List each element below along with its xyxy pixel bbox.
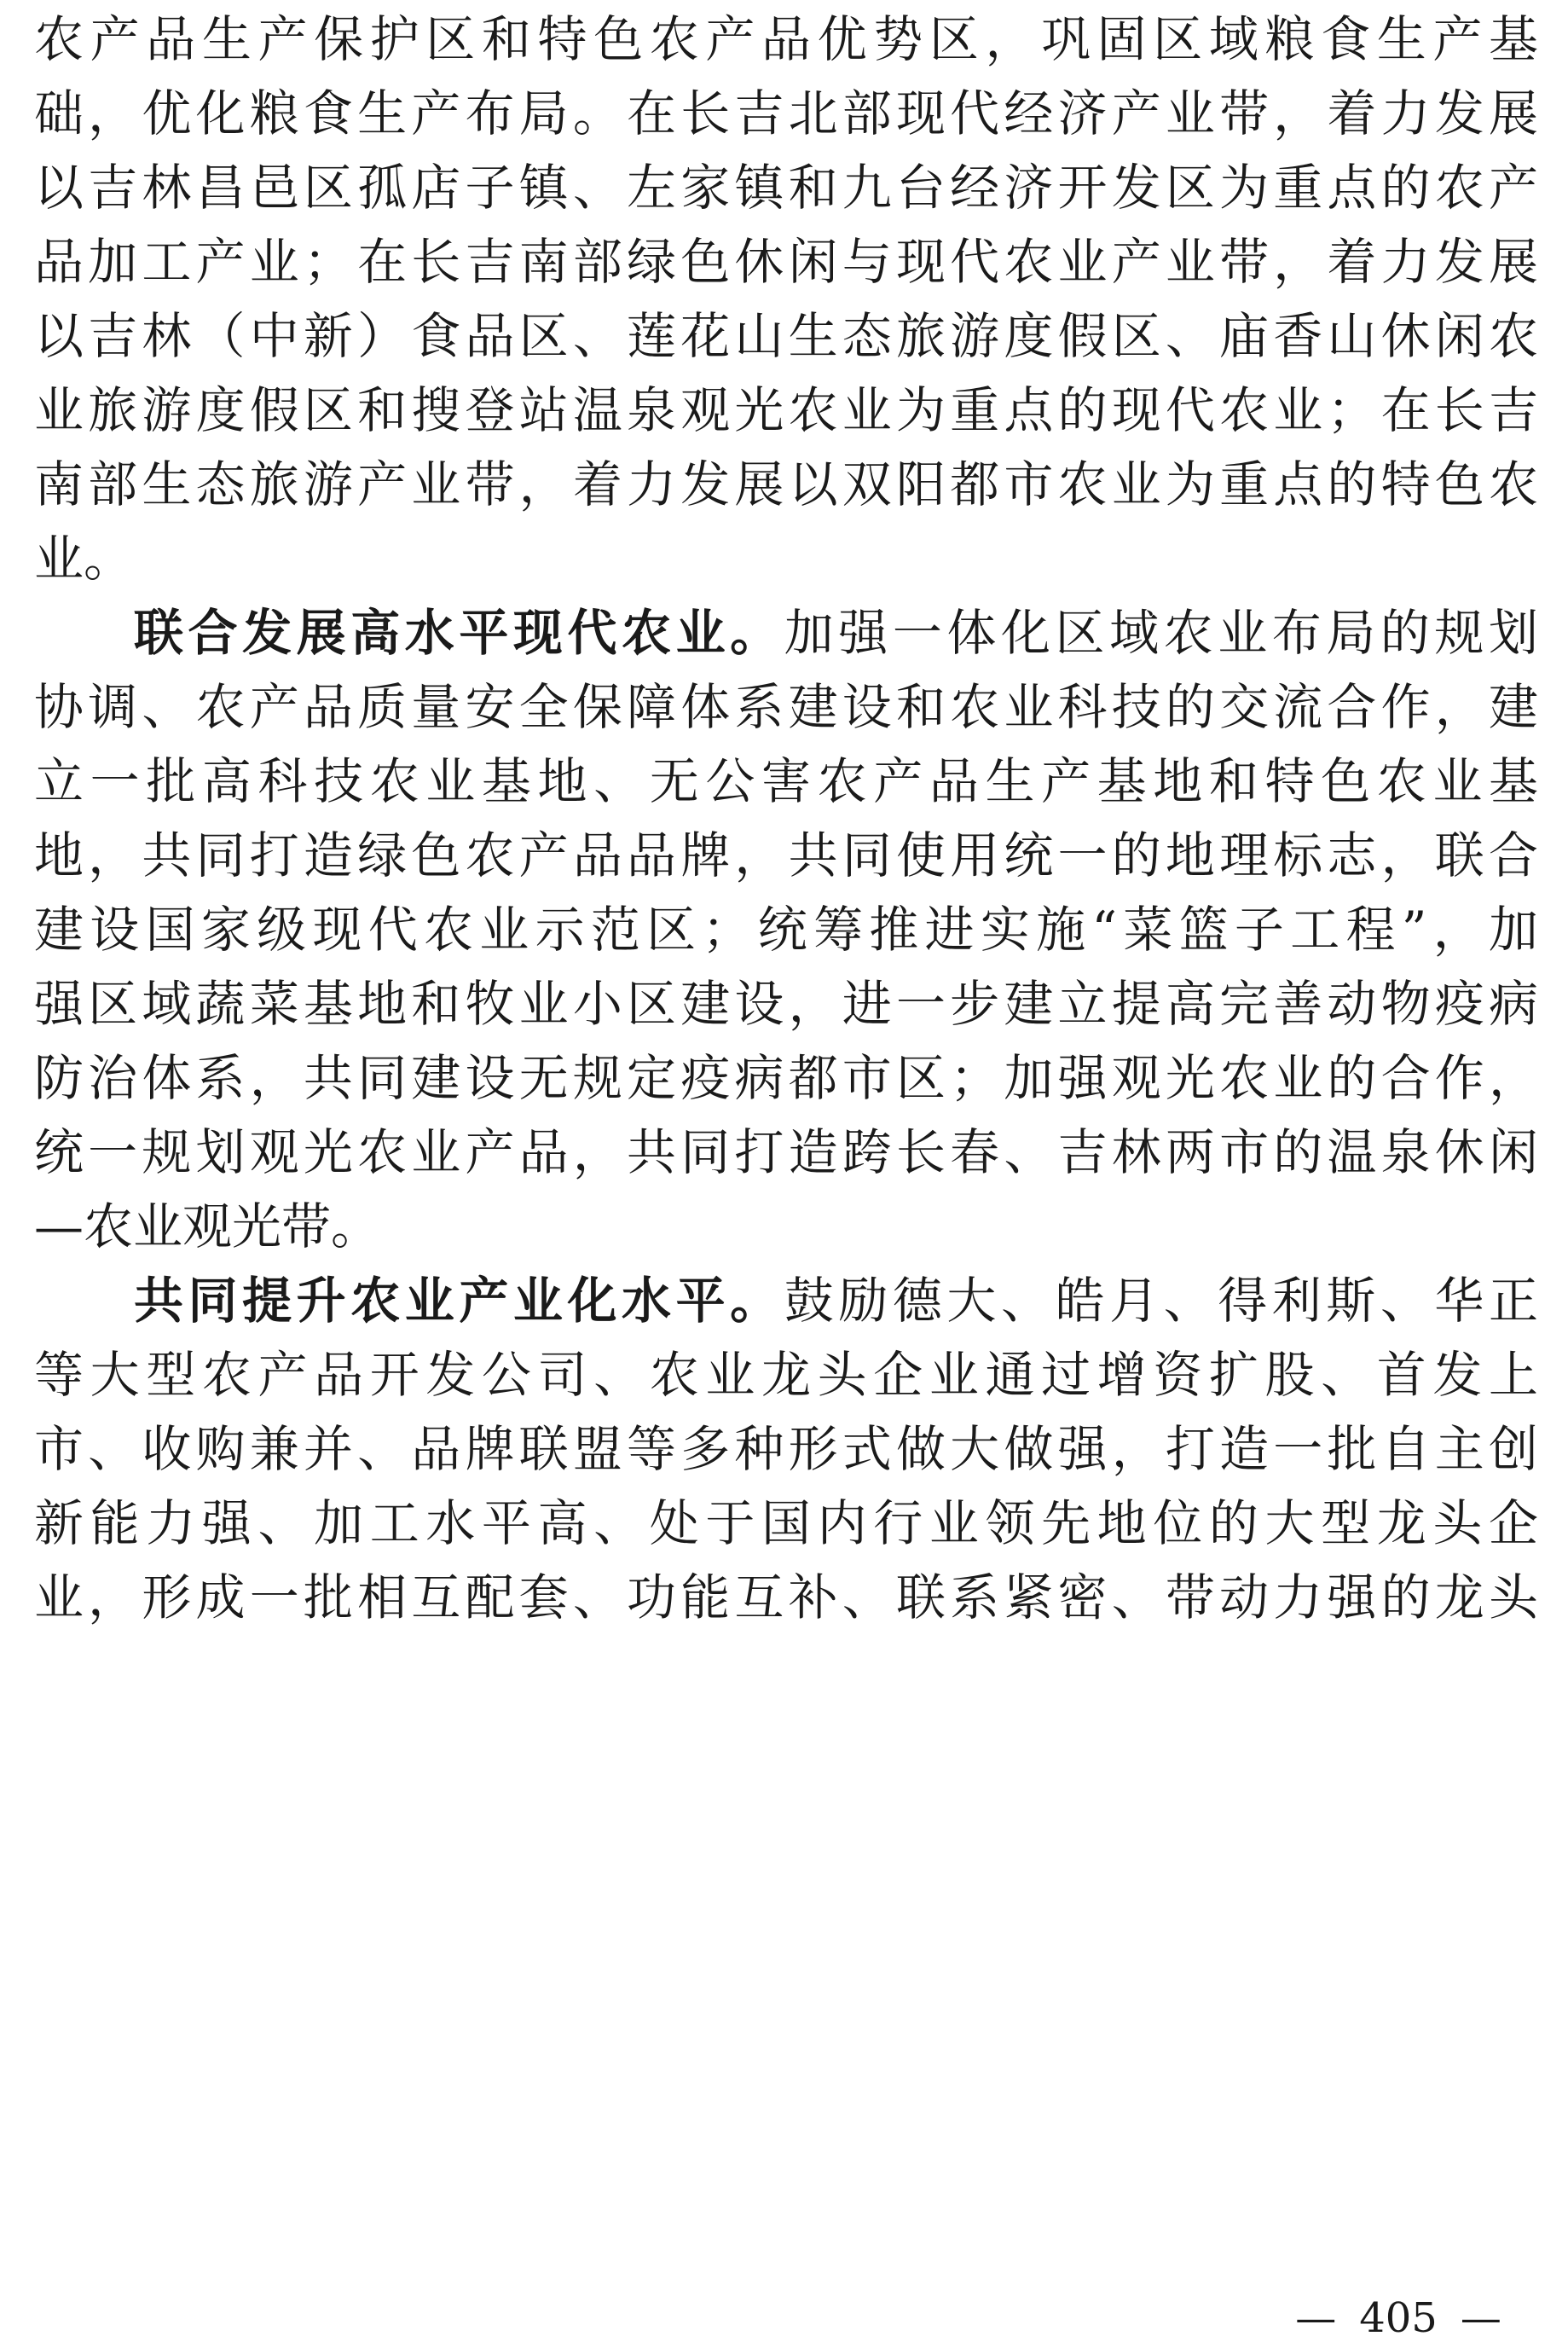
paragraph-3-line-3: 市、收购兼并、品牌联盟等多种形式做大做强，打造一批自主创 <box>34 1420 1538 1478</box>
footer-dash-left: — <box>1295 2294 1337 2342</box>
footer-dash-right: — <box>1460 2294 1501 2342</box>
paragraph-2-heading: 联合发展高水平现代农业。 <box>134 604 784 662</box>
paragraph-1-line-3: 以吉林昌邑区孤店子镇、左家镇和九台经济开发区为重点的农产 <box>34 159 1538 217</box>
paragraph-2-line-3: 立一批高科技农业基地、无公害农产品生产基地和特色农业基 <box>34 752 1538 810</box>
paragraph-1-line-2: 础，优化粮食生产布局。在长吉北部现代经济产业带，着力发展 <box>34 84 1538 142</box>
paragraph-1-line-4: 品加工产业；在长吉南部绿色休闲与现代农业产业带，着力发展 <box>34 233 1538 291</box>
paragraph-3-line-2: 等大型农产品开发公司、农业龙头企业通过增资扩股、首发上 <box>34 1346 1538 1404</box>
paragraph-2-line-7: 防治体系，共同建设无规定疫病都市区；加强观光农业的合作， <box>34 1049 1538 1107</box>
paragraph-1-line-5: 以吉林（中新）食品区、莲花山生态旅游度假区、庙香山休闲农 <box>34 307 1538 365</box>
paragraph-3-line-4: 新能力强、加工水平高、处于国内行业领先地位的大型龙头企 <box>34 1494 1538 1552</box>
paragraph-1-line-7: 南部生态旅游产业带，着力发展以双阳都市农业为重点的特色农 <box>34 455 1538 513</box>
paragraph-2-line-1: 加强一体化区域农业布局的规划 <box>784 604 1538 662</box>
paragraph-1-line-1: 农产品生产保护区和特色农产品优势区，巩固区域粮食生产基 <box>34 10 1538 68</box>
page-number-footer <box>1270 2296 1526 2340</box>
paragraph-3-line-1: 鼓励德大、皓月、得利斯、华正 <box>784 1272 1538 1330</box>
paragraph-2-line-9: —农业观光带。 <box>34 1197 381 1255</box>
paragraph-2-line-4: 地，共同打造绿色农产品品牌，共同使用统一的地理标志，联合 <box>34 826 1538 884</box>
paragraph-1-line-8: 业。 <box>34 530 134 588</box>
paragraph-2-line-8: 统一规划观光农业产品，共同打造跨长春、吉林两市的温泉休闲 <box>34 1123 1538 1181</box>
paragraph-3-heading: 共同提升农业产业化水平。 <box>134 1272 784 1330</box>
paragraph-2-line-2: 协调、农产品质量安全保障体系建设和农业科技的交流合作，建 <box>34 678 1538 736</box>
paragraph-3-line-5: 业，形成一批相互配套、功能互补、联系紧密、带动力强的龙头 <box>34 1568 1538 1626</box>
paragraph-1-line-6: 业旅游度假区和搜登站温泉观光农业为重点的现代农业；在长吉 <box>34 381 1538 439</box>
paragraph-2-line-6: 强区域蔬菜基地和牧业小区建设，进一步建立提高完善动物疫病 <box>34 975 1538 1033</box>
paragraph-2-line-5: 建设国家级现代农业示范区；统筹推进实施“菜篮子工程”，加 <box>34 901 1538 959</box>
page-number: 405 <box>1359 2294 1438 2342</box>
